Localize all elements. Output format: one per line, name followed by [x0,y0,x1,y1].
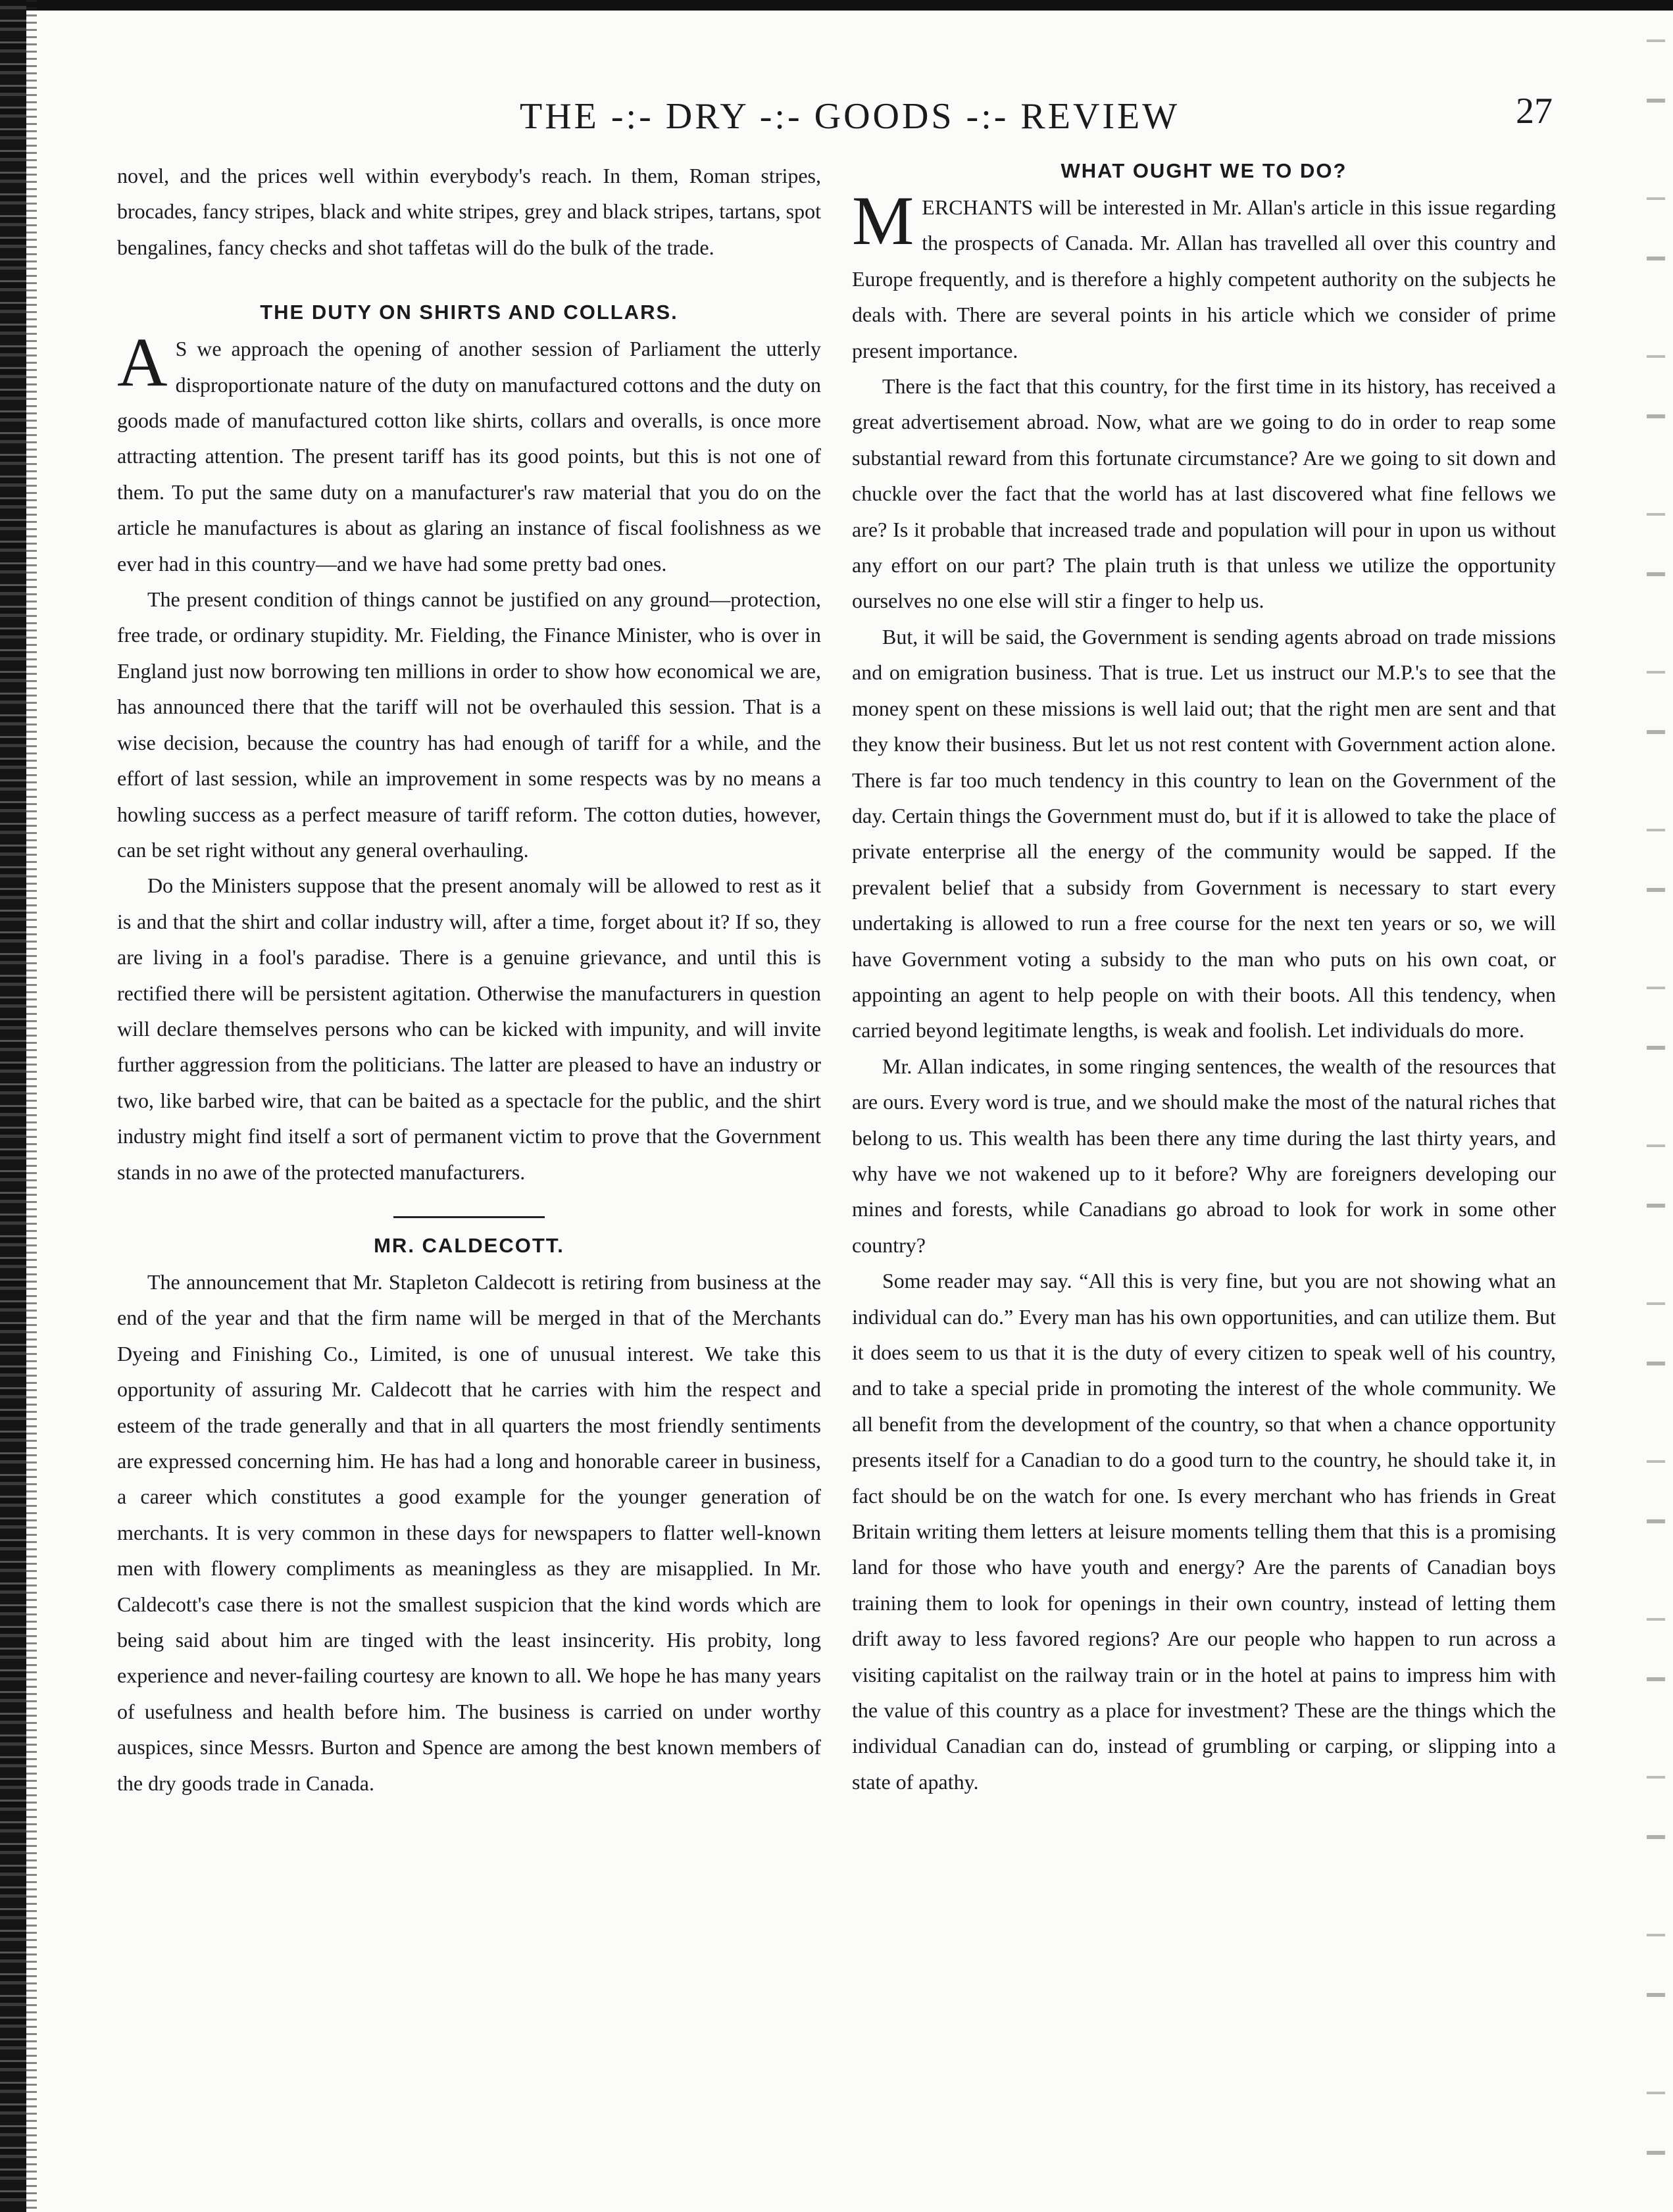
what-paragraph-2: There is the fact that this country, for the first time in its history, has received a great advertisement abroad. Now, what are we going to do in order to reap some substantial reward from this fortunate circumstance? Are we going to sit down and chuckle over the fact that the world has at last discovered what fine fellows we are? Is it probable that increased trade and population will pour in upon us without any effort on our part? The plain truth is that unless we utilize the opportunity ourselves no one else will stir a finger to help us. [852,374,1556,613]
left-column [117,158,821,1801]
drop-cap: A [117,324,168,401]
what-paragraph-4: Mr. Allan indicates, in some ringing sentences, the wealth of the resources that are ours. Every word is true, and we should make the most of the natural riches that belong to us. This wealth has been there any time during the last thirty years, and why have we not wakened up to it before? Why are foreigners developing our mines and forests, while Canadians go abroad to look for work in some other country? [852,1054,1556,1257]
what-paragraph-5: Some reader may say. “All this is very fine, but you are not showing what an individual can do.” Every man has his own opportunities, and can utilize them. But it does seem to us that it is the duty of every citizen to speak well of his country, and to take a special pride in promoting the interest of the whole community. We all benefit from the development of the country, so that when a chance opportunity presents itself for a Canadian to do a good turn to the country, he should take it, in fact should be on the watch for one. Is every merchant who has friends in Great Britain writing them letters at leisure moments telling them that this is a promising land for those who have youth and energy? Are the parents of Canadian boys training them to look for openings in their own country, instead of letting them drift away to less favored regions? Are our people who happen to run across a visiting capitalist on the railway train or in the hotel at pains to impress him with the value of this country as a place for investment? These are the things which the individual Canadian can do, instead of grumbling or carping, or slipping into a state of apathy. [852,1269,1556,1794]
what-paragraph-3: But, it will be said, the Government is sending agents abroad on trade missions and on emigration business. That is true. Let us instruct our M.P.'s to see that the money spent on these missions is well laid out; that the right men are sent and that they know their business. But let us not rest content with Government action alone. There is far too much tendency in this country to lean on the Government of the day. Certain things the Government must do, but if it is allowed to take the place of private enterprise all the energy of the community would be sapped. If the prevalent belief that a subsidy from Government is necessary to start every undertaking is allowed to run a free course for the next ten years or so, we will have Government voting a subsidy to the man who puts on his own coat, or appointing an agent to help people on with their boots. All this tendency, when carried beyond legitimate lengths, is weak and foolish. Let individuals do more. [852,624,1556,1043]
right-column [852,158,1556,1800]
caldecott-paragraph-1: The announcement that Mr. Stapleton Caldecott is retiring from business at the end of the year and that the firm name will be merged in that of the Merchants Dyeing and Finishing Co., Limited, is one of unusual interest. We take this opportunity of assuring Mr. Caldecott that he carries with him the respect and esteem of the trade generally and that in all quarters the most friendly sentiments are expressed concerning him. He has had a long and honorable career in business, a career which constitutes a good example for the younger generation of merchants. It is very common in these days for newspapers to flatter well-known men with flowery compliments as meaningless as they are misapplied. In Mr. Caldecott's case there is not the smallest suspicion that the kind words which are being said about him are tinged with the least insincerity. His probity, long experience and never-failing courtesy are known to all. We hope he has many years of usefulness and health before him. The business is carried on under worthy auspices, since Messrs. Burton and Spence are among the best known members of the dry goods trade in Canada. [117,1269,821,1795]
continuation-paragraph: novel, and the prices well within everybody's reach. In them, Roman stripes, brocades, fancy stripes, black and white stripes, grey and black stripes, tartans, spot bengalines, fancy checks and shot taffetas will do the bulk of the trade. [117,164,821,259]
caldecott-article-heading: MR. CALDECOTT. [374,1233,564,1257]
duty-paragraph-3: Do the Ministers suppose that the present anomaly will be allowed to rest as it is and that the shirt and collar industry will, after a time, forget about it? If so, they are living in a fool's paradise. There is a genuine grievance, and until this is rectified there will be persistent agitation. Otherwise the manufacturers in question will declare themselves persons who can be kicked with impunity, and will invite further aggression from the politicians. The latter are pleased to have an industry or two, like barbed wire, that can be baited as a spectacle for the public, and the shirt industry might find itself a sort of permanent victim to prove that the Government stands in no awe of the protected manufacturers. [117,873,821,1184]
drop-cap: M [852,182,914,259]
section-divider [393,1216,545,1218]
duty-paragraph-1-text: S we approach the opening of another session of Parliament the utterly disproportionate nature of the duty on manufactured cottons and the duty on goods made of manufactured cotton like shirts, collars and overalls, is once more attracting attention. The present tariff has its good points, but this is not one of them. To put the same duty on a manufacturer's raw material that you do on the article he manufactures is about as glaring an instance of fiscal foolishness as we ever had in this country—and we have had some pretty bad ones. [117,337,821,576]
what-article-heading: WHAT OUGHT WE TO DO? [1061,159,1347,182]
duty-paragraph-1 [117,324,821,581]
scan-binding-edge [0,0,26,2212]
running-title: THE -:- DRY -:- GOODS -:- REVIEW [520,96,1180,137]
scan-top-edge [0,0,1673,11]
what-paragraph-1-text: ERCHANTS will be interested in Mr. Allan's article in this issue regarding the prospects of Canada. Mr. Allan has travelled all over this country and Europe frequently, and is therefore a highly competent authority on the subjects he deals with. There are several points in his article which we consider of prime present importance. [852,195,1556,362]
duty-paragraph-2: The present condition of things cannot be justified on any ground—protection, free trade, or ordinary stupidity. Mr. Fielding, the Finance Minister, who is over in England just now borrowing ten millions in order to show how economical we are, has announced there that the tariff will not be overhauled this session. That is a wise decision, because the country has had enough of tariff for a while, and the effort of last session, while an improvement in some respects was by no means a howling success as a perfect measure of tariff reform. The cotton duties, however, can be set right without any general overhauling. [117,587,821,862]
scan-binding-texture [26,0,37,2212]
duty-article-heading: THE DUTY ON SHIRTS AND COLLARS. [260,301,678,324]
what-paragraph-1 [852,182,1556,368]
page-header [99,91,1553,148]
scan-right-edge [1647,0,1665,2212]
page-number: 27 [1516,91,1553,132]
